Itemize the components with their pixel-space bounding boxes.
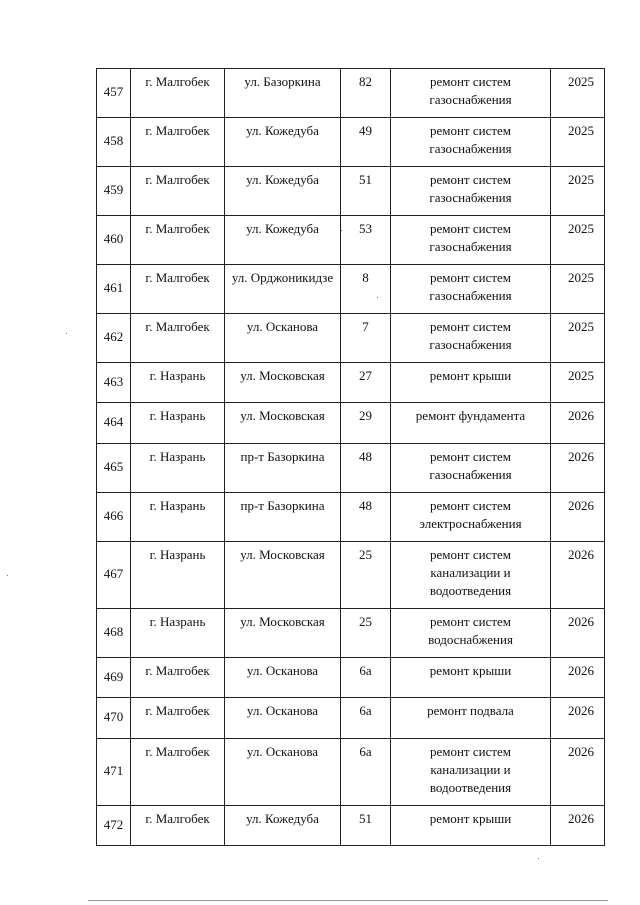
cell-work-type: ремонт систем газоснабжения [391,216,551,265]
cell-street: ул. Московская [225,403,341,444]
cell-year: 2026 [551,403,605,444]
cell-house: 51 [341,167,391,216]
cell-house: 82 [341,69,391,118]
cell-year: 2026 [551,658,605,698]
cell-city: г. Назрань [131,403,225,444]
cell-number: 468 [97,609,131,658]
cell-city: г. Малгобек [131,167,225,216]
cell-number: 460 [97,216,131,265]
cell-street: ул. Кожедуба [225,118,341,167]
cell-city: г. Назрань [131,609,225,658]
cell-street: ул. Осканова [225,658,341,698]
page-bottom-edge [88,900,608,901]
cell-work-type: ремонт подвала [391,698,551,739]
table-row [97,698,605,739]
cell-house: 7 [341,314,391,363]
cell-street: ул. Кожедуба [225,167,341,216]
cell-street: ул. Кожедуба [225,806,341,846]
table-row [97,806,605,846]
cell-number: 458 [97,118,131,167]
cell-number: 462 [97,314,131,363]
table-row [97,69,605,118]
cell-work-type: ремонт систем газоснабжения [391,69,551,118]
cell-work-type: ремонт крыши [391,363,551,403]
cell-city: г. Назрань [131,542,225,609]
cell-year: 2026 [551,698,605,739]
cell-year: 2025 [551,265,605,314]
cell-house: 48 [341,493,391,542]
cell-house: 49 [341,118,391,167]
cell-year: 2026 [551,444,605,493]
cell-street: ул. Кожедуба [225,216,341,265]
cell-street: пр-т Базоркина [225,444,341,493]
cell-work-type: ремонт систем электроснабжения [391,493,551,542]
cell-city: г. Малгобек [131,118,225,167]
cell-house: 8 [341,265,391,314]
cell-work-type: ремонт систем канализации и водоотведения [391,739,551,806]
cell-number: 457 [97,69,131,118]
cell-city: г. Малгобек [131,69,225,118]
table-body [97,69,605,846]
cell-house: 27 [341,363,391,403]
cell-city: г. Назрань [131,493,225,542]
cell-number: 467 [97,542,131,609]
cell-year: 2026 [551,739,605,806]
cell-year: 2026 [551,806,605,846]
cell-street: ул. Осканова [225,314,341,363]
cell-number: 464 [97,403,131,444]
cell-house: 6а [341,739,391,806]
table-row [97,542,605,609]
cell-house: 25 [341,609,391,658]
table-row [97,216,605,265]
cell-house: 25 [341,542,391,609]
cell-year: 2026 [551,493,605,542]
cell-number: 470 [97,698,131,739]
cell-work-type: ремонт систем газоснабжения [391,314,551,363]
cell-city: г. Малгобек [131,698,225,739]
cell-work-type: ремонт крыши [391,806,551,846]
cell-work-type: ремонт систем газоснабжения [391,265,551,314]
cell-year: 2025 [551,216,605,265]
cell-number: 465 [97,444,131,493]
cell-house: 51 [341,806,391,846]
cell-work-type: ремонт систем газоснабжения [391,167,551,216]
cell-house: 29 [341,403,391,444]
cell-work-type: ремонт систем газоснабжения [391,444,551,493]
cell-street: ул. Московская [225,609,341,658]
table-row [97,609,605,658]
cell-work-type: ремонт фундамента [391,403,551,444]
cell-year: 2025 [551,363,605,403]
cell-house: 53 [341,216,391,265]
table-row [97,265,605,314]
cell-street: ул. Московская [225,542,341,609]
table-row [97,363,605,403]
cell-work-type: ремонт систем водоснабжения [391,609,551,658]
cell-number: 466 [97,493,131,542]
cell-year: 2026 [551,542,605,609]
cell-number: 472 [97,806,131,846]
cell-street: ул. Орджоникидзе [225,265,341,314]
cell-year: 2025 [551,69,605,118]
cell-city: г. Назрань [131,363,225,403]
cell-year: 2025 [551,118,605,167]
cell-house: 48 [341,444,391,493]
cell-city: г. Малгобек [131,265,225,314]
cell-street: пр-т Базоркина [225,493,341,542]
cell-city: г. Малгобек [131,658,225,698]
cell-city: г. Малгобек [131,806,225,846]
cell-house: 6а [341,658,391,698]
cell-street: ул. Осканова [225,739,341,806]
table-row [97,314,605,363]
table-row [97,444,605,493]
cell-street: ул. Осканова [225,698,341,739]
table-row [97,739,605,806]
repair-schedule-table [96,68,605,846]
cell-year: 2025 [551,167,605,216]
cell-work-type: ремонт систем канализации и водоотведения [391,542,551,609]
cell-year: 2025 [551,314,605,363]
cell-number: 471 [97,739,131,806]
cell-city: г. Малгобек [131,739,225,806]
cell-work-type: ремонт систем газоснабжения [391,118,551,167]
cell-number: 459 [97,167,131,216]
cell-city: г. Малгобек [131,216,225,265]
cell-year: 2026 [551,609,605,658]
table-row [97,493,605,542]
cell-work-type: ремонт крыши [391,658,551,698]
cell-street: ул. Московская [225,363,341,403]
table-row [97,658,605,698]
cell-number: 461 [97,265,131,314]
cell-number: 469 [97,658,131,698]
cell-number: 463 [97,363,131,403]
table-row [97,118,605,167]
cell-city: г. Назрань [131,444,225,493]
table-row [97,167,605,216]
cell-city: г. Малгобек [131,314,225,363]
cell-street: ул. Базоркина [225,69,341,118]
table-row [97,403,605,444]
cell-house: 6а [341,698,391,739]
